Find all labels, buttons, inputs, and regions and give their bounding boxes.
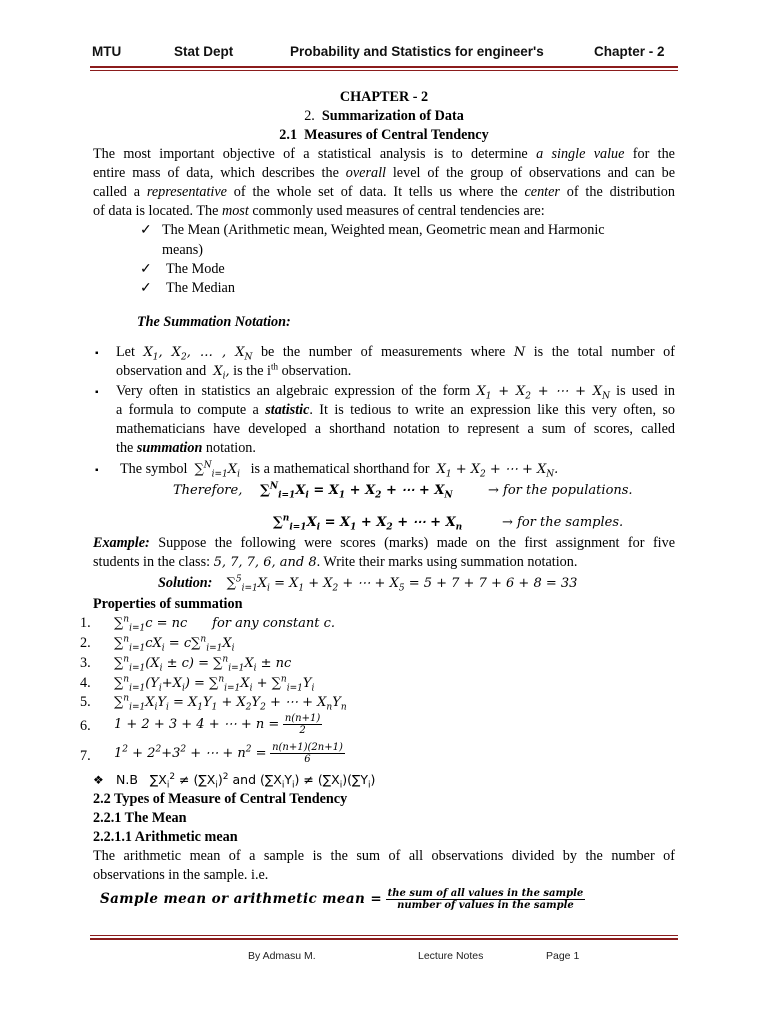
subsection-title: 2.1 Measures of Central Tendency bbox=[279, 127, 489, 143]
header-chapter: Chapter - 2 bbox=[594, 44, 665, 59]
property-1: ∑$^n_{i=1}$c = nc for any constant c. bbox=[114, 614, 336, 634]
intro-line-2: entire mass of data, which describes the overall level of the group of observations and can be bbox=[93, 165, 675, 181]
checklist-item-median: The Median bbox=[166, 280, 235, 296]
section-title: 2. Summarization of Data bbox=[304, 108, 464, 124]
header-rule-thin bbox=[90, 70, 678, 71]
header-course: Probability and Statistics for engineer's bbox=[290, 44, 544, 59]
checklist-item-mean: The Mean (Arithmetic mean, Weighted mean, Geometric mean and Harmonic bbox=[162, 222, 605, 238]
check-icon: ✓ bbox=[140, 222, 152, 238]
property-number: 6. bbox=[80, 718, 91, 734]
running-header bbox=[90, 44, 678, 64]
bullet-2-line-4: the summation notation. bbox=[116, 440, 256, 456]
arith-mean-formula: Sample mean or arithmetic mean = $\frac{\text{the sum of all values in the sample}}{\text{number of values in the sample}}$ bbox=[100, 888, 584, 912]
properties-heading: Properties of summation bbox=[93, 596, 243, 612]
example-line-2: students in the class: 5, 7, 7, 6, and 8. Write their marks using summation notation. bbox=[93, 554, 578, 570]
property-7: $1^2 + 2^2+3^2$ + ⋯ + $n^2$ = $\frac{n(n+1)(2n+1)}{6}$ bbox=[114, 742, 343, 766]
sample-note: → for the samples. bbox=[502, 515, 624, 530]
bullet-2-line-2: a formula to compute a statistic. It is tedious to write an expression like this very often, so bbox=[116, 402, 675, 418]
fraction: $\frac{n(n+1)(2n+1)}{6}$ bbox=[272, 742, 343, 766]
footer-notes: Lecture Notes bbox=[418, 950, 484, 962]
footer-rule-thin bbox=[90, 935, 678, 936]
bullet-3-line: The symbol $\sum^N_{i=1}X_i$ is a mathematical shorthand for $X_1 + X_2$ + ⋯ + $X_N$. bbox=[120, 460, 559, 480]
header-institution: MTU bbox=[92, 44, 122, 59]
fraction: $\frac{n(n+1)}{2}$ bbox=[284, 713, 321, 737]
intro-line-4: of data is located. The most commonly used measures of central tendencies are: bbox=[93, 203, 545, 219]
property-6: 1 + 2 + 3 + 4 + ⋯ + n = $\frac{n(n+1)}{2}$ bbox=[114, 713, 321, 737]
bullet-icon: ▪ bbox=[95, 348, 99, 359]
diamond-bullet-icon: ❖ bbox=[93, 773, 104, 787]
property-number: 5. bbox=[80, 694, 91, 710]
arith-line-2: observations in the sample. i.e. bbox=[93, 867, 269, 883]
property-number: 4. bbox=[80, 675, 91, 691]
bullet-2-line-1: Very often in statistics an algebraic expression of the form $X_1 + X_2$ + ⋯ + $X_N$ is used in bbox=[116, 383, 675, 402]
header-rule-thick bbox=[90, 66, 678, 68]
bullet-1-line-2: observation and $X_i$, is the $i^{th}$ observation. bbox=[116, 361, 352, 382]
checklist-item-mode: The Mode bbox=[166, 261, 225, 277]
example-line-1: Example: Suppose the following were scores (marks) made on the first assignment for five bbox=[93, 535, 675, 551]
bullet-2-line-3: mathematicians have developed a shorthand notation to represent a sum of scores, called bbox=[116, 421, 675, 437]
chapter-title: CHAPTER - 2 bbox=[339, 89, 429, 105]
intro-line-3: called a representative of the whole set of data. It tells us where the center of the distribution bbox=[93, 184, 675, 200]
property-2: $\sum^n_{i=1}cX_i = c\sum^n_{i=1}X_i$ bbox=[114, 634, 235, 654]
population-note: → for the populations. bbox=[488, 483, 633, 498]
fraction: $\frac{\text{the sum of all values in the sample}}{\text{number of values in the sample}}$ bbox=[387, 888, 584, 912]
bullet-1-line-1: Let $X_1$, $X_2$, … , $X_N$ be the number of measurements where N is the total number of bbox=[116, 344, 675, 363]
checklist-item-mean-cont: means) bbox=[162, 242, 203, 258]
check-icon: ✓ bbox=[140, 280, 152, 296]
property-number: 1. bbox=[80, 615, 91, 631]
property-5: $\sum^n_{i=1}X_iY_i = X_1Y_1 + X_2Y_2$ + ⋯ + $X_nY_n$ bbox=[114, 693, 347, 713]
nb-line: N.B $\sum X_i^2 \ne (\sum X_i)^2$ and $(\sum X_iY_i) \ne (\sum X_i)(\sum Y_i)$ bbox=[116, 771, 376, 791]
footer-author: By Admasu M. bbox=[248, 950, 316, 962]
bullet-icon: ▪ bbox=[95, 387, 99, 398]
example-solution: Solution: $\sum^5_{i=1}X_i = X_1 + X_2$ + ⋯ + $X_5 = 5 + 7 + 7 + 6 + 8 = 33$ bbox=[158, 574, 578, 594]
intro-line-1: The most important objective of a statistical analysis is to determine a single value for the bbox=[93, 146, 675, 162]
property-3: $\sum^n_{i=1}(X_i \pm c) = \sum^n_{i=1}X_i$ ± nc bbox=[114, 654, 292, 674]
section-mean: 2.2.1 The Mean bbox=[93, 810, 187, 826]
summation-heading: The Summation Notation: bbox=[137, 314, 291, 330]
header-department: Stat Dept bbox=[174, 44, 234, 59]
property-number: 7. bbox=[80, 748, 91, 764]
arith-line-1: The arithmetic mean of a sample is the sum of all observations divided by the number of bbox=[93, 848, 675, 864]
bullet-icon: ▪ bbox=[95, 465, 99, 476]
sample-formula: $\sum^n_{i=1}X_i = X_1 + X_2$ + ⋯ + $X_n$ bbox=[273, 513, 463, 533]
property-number: 2. bbox=[80, 635, 91, 651]
check-icon: ✓ bbox=[140, 261, 152, 277]
property-number: 3. bbox=[80, 655, 91, 671]
property-4: $\sum^n_{i=1}(Y_i+X_i) = \sum^n_{i=1}X_i + \sum^n_{i=1}Y_i$ bbox=[114, 674, 315, 694]
section-arithmetic-mean: 2.2.1.1 Arithmetic mean bbox=[93, 829, 238, 845]
footer-page: Page 1 bbox=[546, 950, 580, 962]
footer-rule-thick bbox=[90, 938, 678, 940]
population-formula: Therefore, $\sum^N_{i=1}X_i = X_1 + X_2$ + ⋯ + $X_N$ bbox=[173, 481, 453, 501]
section-types: 2.2 Types of Measure of Central Tendency bbox=[93, 791, 348, 807]
